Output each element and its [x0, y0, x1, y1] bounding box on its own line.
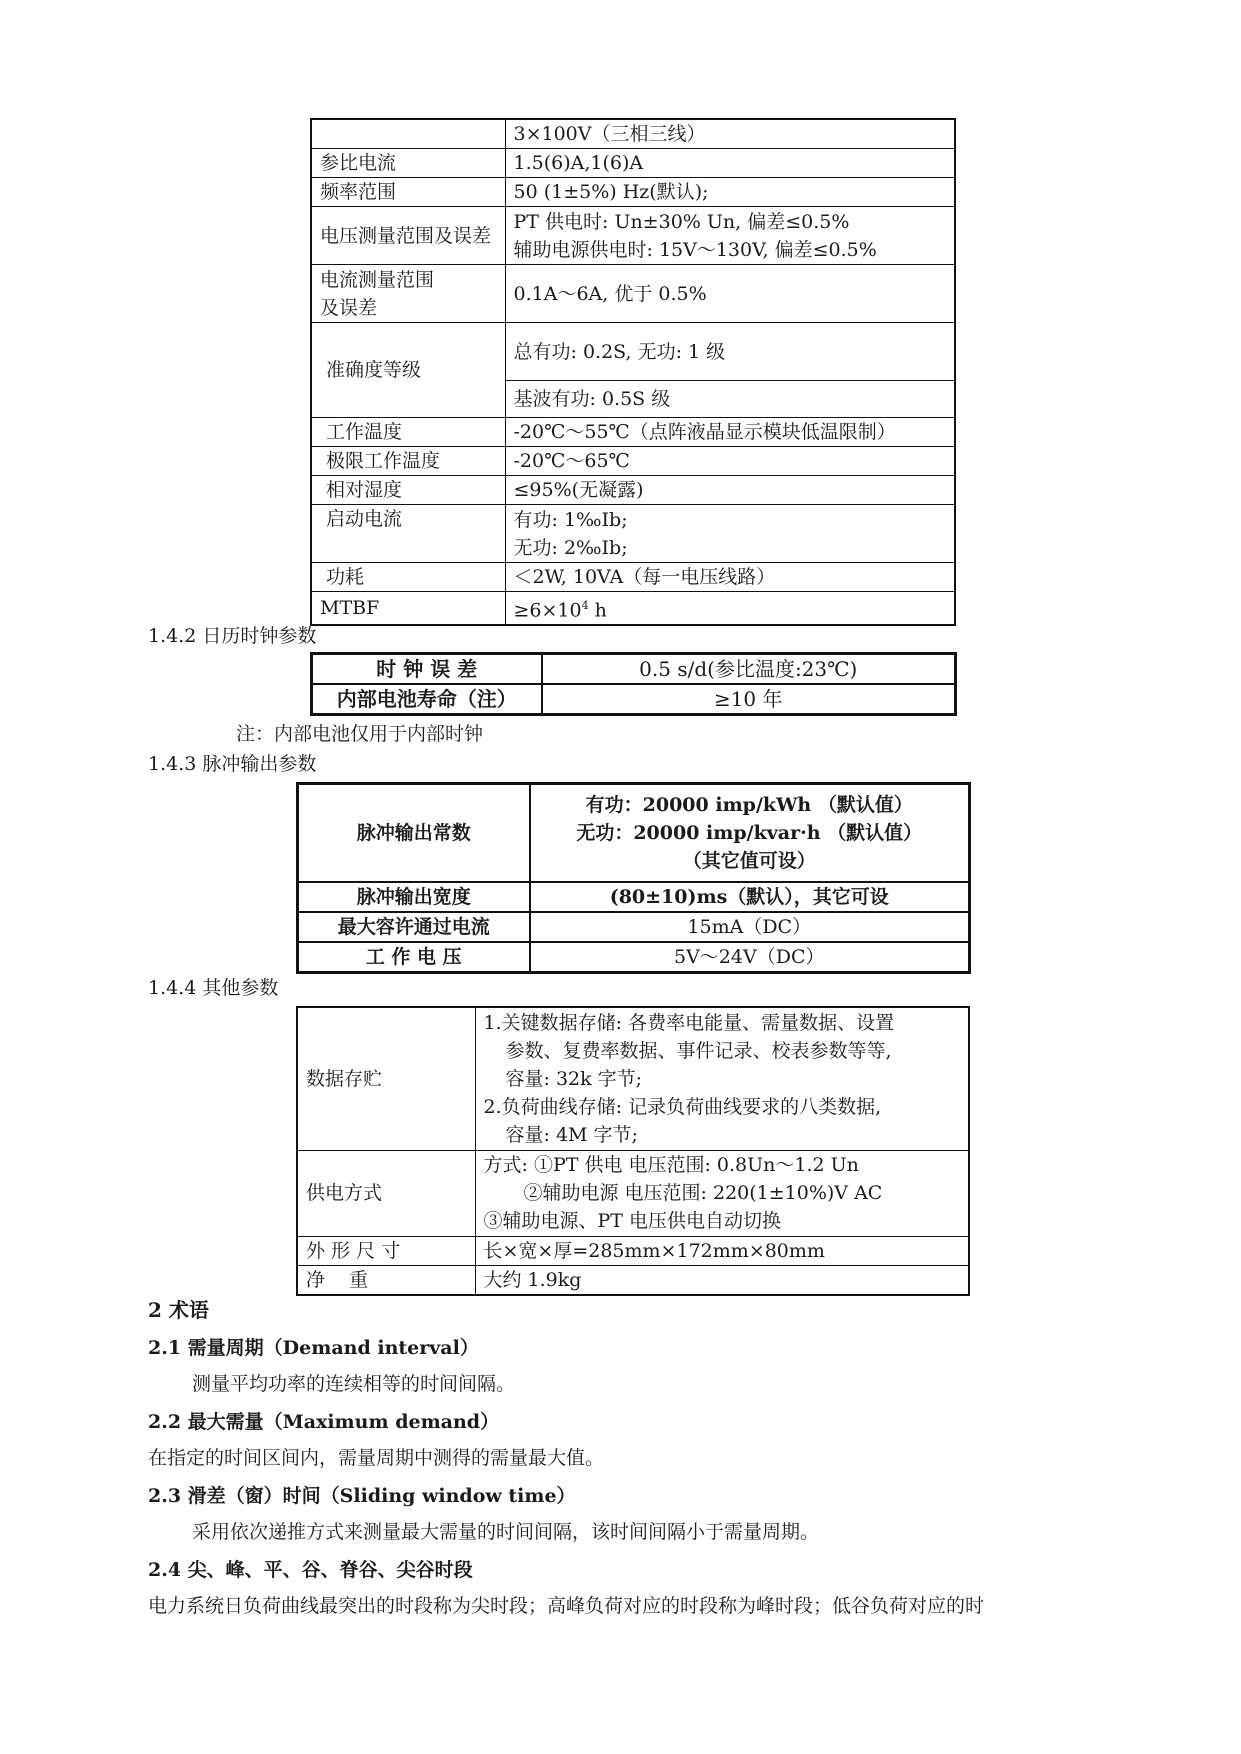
label-cell: 最大容许通过电流: [298, 912, 530, 942]
value-cell: ≤95%(无凝露): [505, 476, 955, 505]
label-cell: 准确度等级: [311, 323, 505, 418]
value-line: ③辅助电源、PT 电压供电自动切换: [483, 1210, 781, 1232]
value-line: 容量: 4M 字节;: [505, 1123, 638, 1146]
value-line: 有功: 1‰Ib;: [513, 508, 628, 531]
value-line: ②辅助电源 电压范围: 220(1±10%)V AC: [523, 1182, 883, 1204]
value-cell: ≥10 年: [542, 684, 956, 715]
term-body: 电力系统日负荷曲线最突出的时段称为尖时段；高峰负荷对应的时段称为峰时段；低谷负荷对应的时: [148, 1595, 985, 1617]
value-cell: [475, 1007, 969, 1150]
value-cell: 大约 1.9kg: [475, 1265, 969, 1295]
value-cell: 50 (1±5%) Hz(默认);: [505, 178, 955, 207]
value-superscript: 4: [581, 599, 589, 612]
label-line: 电流测量范围: [320, 268, 435, 291]
section-heading-144: 1.4.4 其他参数: [148, 977, 279, 999]
term-body: 测量平均功率的连续相等的时间间隔。: [192, 1373, 516, 1395]
label-cell: 相对湿度: [311, 476, 505, 505]
section-heading-143: 1.4.3 脉冲输出参数: [148, 753, 317, 775]
value-line: （其它值可设）: [682, 849, 816, 872]
value-cell: (80±10)ms（默认），其它可设: [530, 882, 970, 912]
value-cell: [530, 784, 970, 882]
label-cell: MTBF: [311, 592, 505, 626]
value-line: 参数、复费率数据、事件记录、校表参数等等,: [505, 1039, 892, 1062]
label-cell: [311, 265, 505, 323]
term-title: 2.4 尖、峰、平、谷、脊谷、尖谷时段: [148, 1559, 473, 1581]
label-cell: 电压测量范围及误差: [311, 207, 505, 265]
label-cell: 内部电池寿命（注）: [312, 684, 542, 715]
spec-table-other: [296, 1006, 970, 1296]
label-cell: 频率范围: [311, 178, 505, 207]
term-title: 2.1 需量周期（Demand interval）: [148, 1337, 479, 1359]
term-title: 2.2 最大需量（Maximum demand）: [148, 1411, 500, 1433]
value-cell: [505, 505, 955, 563]
label-cell: 时 钟 误 差: [312, 654, 542, 685]
value-cell: 长×宽×厚=285mm×172mm×80mm: [475, 1236, 969, 1265]
value-cell: 1.5(6)A,1(6)A: [505, 149, 955, 178]
value-cell: 15mA（DC）: [530, 912, 970, 942]
spec-table-electrical: [310, 118, 956, 626]
value-line: PT 供电时: Un±30% Un, 偏差≤0.5%: [513, 210, 850, 233]
value-line: 方式: ①PT 供电 电压范围: 0.8Un～1.2 Un: [483, 1154, 859, 1176]
value-line: 有功：20000 imp/kWh （默认值）: [585, 793, 913, 816]
section-heading-142: 1.4.2 日历时钟参数: [148, 625, 317, 647]
value-cell: -20℃～55℃（点阵液晶显示模块低温限制）: [505, 418, 955, 447]
value-line: 1.关键数据存储: 各费率电能量、需量数据、设置: [483, 1011, 895, 1034]
label-cell: 工作温度: [311, 418, 505, 447]
value-cell: 总有功: 0.2S, 无功: 1 级: [505, 323, 955, 381]
term-body: 在指定的时间区间内，需量周期中测得的需量最大值。: [148, 1447, 605, 1469]
label-cell: 数据存贮: [297, 1007, 475, 1150]
label-line: 及误差: [320, 296, 378, 319]
value-cell: -20℃～65℃: [505, 447, 955, 476]
label-cell: 启动电流: [311, 505, 505, 563]
value-cell: 基波有功: 0.5S 级: [505, 381, 955, 418]
label-cell: 供电方式: [297, 1150, 475, 1236]
value-cell: 0.1A～6A, 优于 0.5%: [505, 265, 955, 323]
label-cell: 脉冲输出宽度: [298, 882, 530, 912]
value-cell: [505, 592, 955, 626]
label-cell: 外 形 尺 寸: [297, 1236, 475, 1265]
term-body: 采用依次递推方式来测量最大需量的时间间隔，该时间间隔小于需量周期。: [192, 1521, 820, 1543]
value-line: 无功：20000 imp/kvar·h （默认值）: [576, 821, 923, 844]
value-cell: [475, 1150, 969, 1236]
value-cell: [505, 207, 955, 265]
label-cell: 工 作 电 压: [298, 942, 530, 973]
label-cell: 极限工作温度: [311, 447, 505, 476]
table-note: 注：内部电池仅用于内部时钟: [236, 723, 484, 745]
spec-table-pulse: [296, 782, 971, 974]
value-unit: h: [588, 599, 607, 622]
label-cell: 参比电流: [311, 149, 505, 178]
value-line: 无功: 2‰Ib;: [513, 536, 628, 559]
value-cell: 5V～24V（DC）: [530, 942, 970, 973]
spec-table-clock: [310, 652, 957, 716]
value-line: 2.负荷曲线存储: 记录负荷曲线要求的八类数据,: [483, 1095, 882, 1118]
label-cell: 功耗: [311, 563, 505, 592]
value-text: ≥6×10: [513, 599, 582, 622]
value-cell: 3×100V（三相三线）: [505, 119, 955, 149]
value-cell: ＜2W, 10VA（每一电压线路）: [505, 563, 955, 592]
label-cell: [311, 119, 505, 149]
value-line: 辅助电源供电时: 15V～130V, 偏差≤0.5%: [513, 238, 877, 261]
terms-heading: 2 术语: [148, 1298, 209, 1322]
label-cell: 净 重: [297, 1265, 475, 1295]
label-cell: 脉冲输出常数: [298, 784, 530, 882]
value-line: 容量: 32k 字节;: [505, 1067, 643, 1090]
term-title: 2.3 滑差（窗）时间（Sliding window time）: [148, 1485, 576, 1507]
value-cell: 0.5 s/d(参比温度:23℃): [542, 654, 956, 685]
